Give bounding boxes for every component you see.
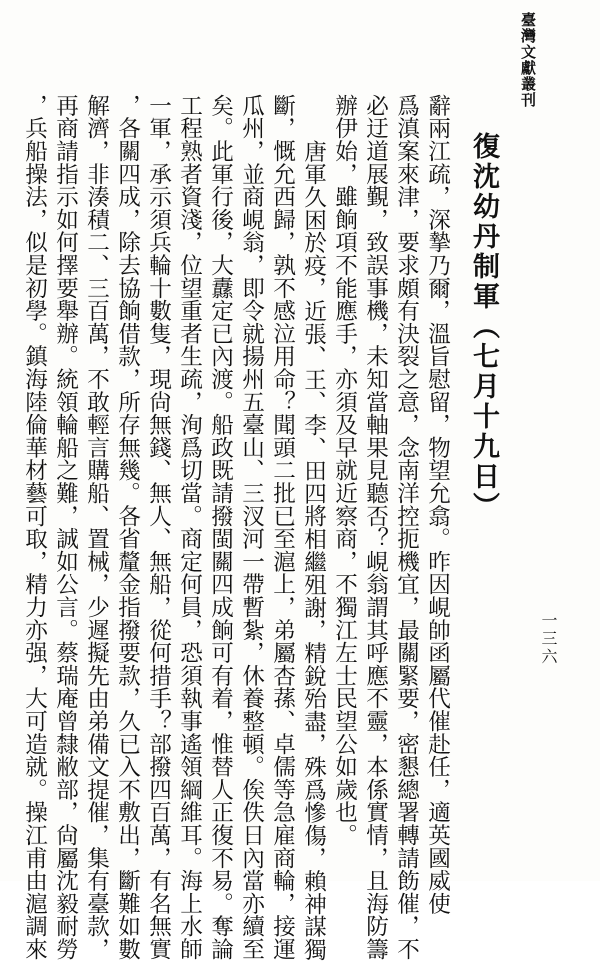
running-header-title: 臺灣文獻叢刊 — [519, 12, 537, 108]
body-line: 解濟，非湊積二、三百萬，不敢輕言購船、置械，少遲擬先由弟備文提催，集有臺款， — [83, 94, 110, 961]
body-line: ，各關四成，除去協餉借款，所存無幾。各省釐金指撥要款，久已入不敷出，斷難如數 — [114, 94, 141, 961]
body-line: 辦伊始，雖餉項不能應手，亦須及早就近察商，不獨江左士民望公如歲也。 — [331, 94, 358, 847]
body-line: ，兵船操法，似是初學。鎮海陸倫華材藝可取，精力亦强，大可造就。操江甫由滬調來 — [21, 94, 48, 961]
body-line: 爲滇案來津，要求頗有決裂之意，念南洋控扼機宜，最關緊要，密懇總署轉請飭催，不 — [393, 94, 420, 961]
body-line: 再商請指示如何擇要舉辦。統領輪船之難，誠如公言。蔡瑞庵曾隸敝部，尙屬沈毅耐勞 — [52, 94, 79, 961]
body-line: 瓜州，並商峴翁，即令就揚州五臺山、三汊河一帶暫紮，休養整頓。俟佚日內當亦續至 — [238, 94, 265, 961]
body-line: 矣。此軍行後，大纛定已內渡。船政既請撥閩關四成餉可有着，惟替人正復不易。奪論 — [207, 94, 234, 961]
body-line: 一軍，承示須兵輪十數隻，現尙無錢、無人、無船，從何措手？部撥四百萬，有名無實 — [145, 94, 172, 961]
body-line: 斷，慨允西歸，孰不感泣用命？聞頭二批已至滬上，弟屬杏蓀、卓儒等急雇商輪，接運 — [269, 94, 296, 961]
page-number: 一三六 — [539, 612, 558, 666]
body-line: 工程熟者資淺，位望重者生疏，洵爲切當。商定何員，恐須執事遙領綱維耳。海上水師 — [176, 94, 203, 961]
body-line: 辭兩江疏，深摯乃爾，溫旨慰留，物望允翕。昨因峴帥函屬代催赴任，適英國威使 — [424, 94, 451, 915]
body-line: 唐軍久困於疫，近張、王、李、田四將相繼殂謝，精銳殆盡，殊爲慘傷，賴神謀獨 — [300, 140, 327, 961]
body-line: 必迂道展覲，致誤事機，未知當軸果見聽否？峴翁謂其呼應不靈，本係實情，且海防籌 — [362, 94, 389, 961]
article-title: 復沈幼丹制軍（七月十九日） — [468, 132, 499, 522]
